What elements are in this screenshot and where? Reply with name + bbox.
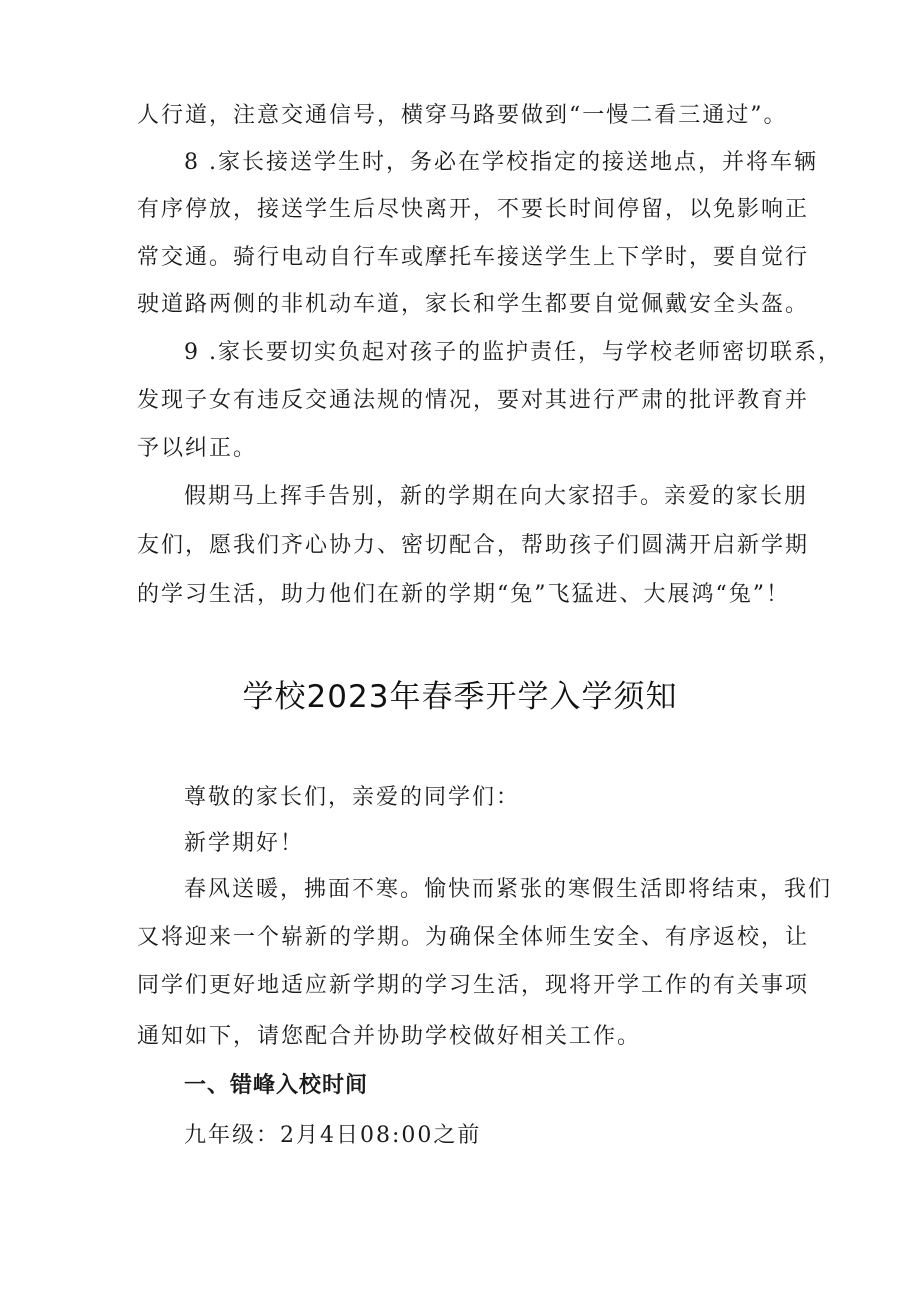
greeting: 新学期好！ bbox=[184, 831, 305, 856]
intro-line: 通知如下，请您配合并协助学校做好相关工作。 bbox=[137, 1024, 642, 1049]
paragraph-continuation-line: 人行道，注意交通信号，横穿马路要做到“一慢二看三通过”。 bbox=[137, 103, 788, 128]
item-9-line: 予以纠正。 bbox=[137, 436, 258, 461]
schedule-line: 九年级：2月4日08:00之前 bbox=[184, 1123, 482, 1148]
closing-line: 友们，愿我们齐心协力、密切配合，帮助孩子们圆满开启新学期 bbox=[137, 533, 810, 558]
item-8-line: 驶道路两侧的非机动车道，家长和学生都要自觉佩戴安全头盔。 bbox=[137, 292, 810, 317]
item-8-line: 常交通。骑行电动自行车或摩托车接送学生上下学时，要自觉行 bbox=[137, 245, 810, 270]
intro-line: 同学们更好地适应新学期的学习生活，现将开学工作的有关事项 bbox=[137, 973, 810, 998]
section-heading: 一、错峰入校时间 bbox=[184, 1073, 369, 1098]
closing-line: 假期马上挥手告别，新的学期在向大家招手。亲爱的家长朋 bbox=[184, 484, 809, 509]
item-9-line: 9 .家长要切实负起对孩子的监护责任，与学校老师密切联系， bbox=[184, 340, 842, 365]
salutation: 尊敬的家长们，亲爱的同学们： bbox=[184, 785, 521, 810]
item-8-line: 8 .家长接送学生时，务必在学校指定的接送地点，并将车辆 bbox=[184, 150, 818, 175]
intro-line: 春风送暖，拂面不寒。愉快而紧张的寒假生活即将结束，我们 bbox=[184, 877, 833, 902]
item-8-line: 有序停放，接送学生后尽快离开，不要长时间停留，以免影响正 bbox=[137, 197, 810, 222]
item-9-line: 发现子女有违反交通法规的情况，要对其进行严肃的批评教育并 bbox=[137, 388, 810, 413]
closing-line: 的学习生活，助力他们在新的学期“兔”飞猛进、大展鸿“兔”！ bbox=[137, 582, 790, 607]
intro-line: 又将迎来一个崭新的学期。为确保全体师生安全、有序返校，让 bbox=[137, 925, 810, 950]
notice-title: 学校2023年春季开学入学须知 bbox=[242, 679, 678, 715]
